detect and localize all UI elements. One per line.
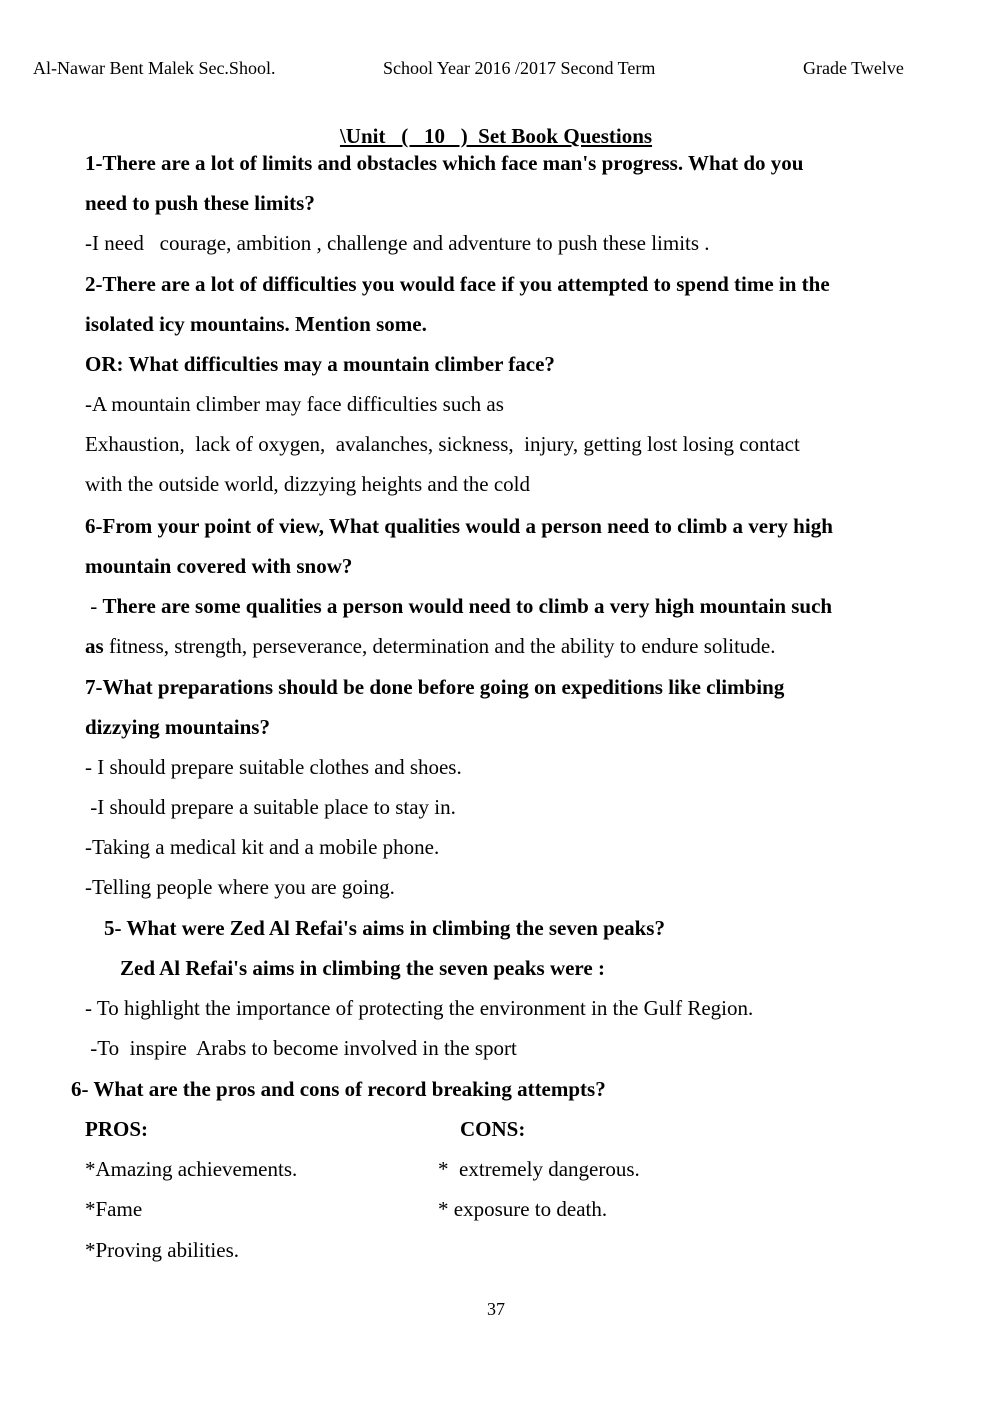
question-1-line-2: need to push these limits? bbox=[85, 191, 315, 215]
pros-item: *Fame bbox=[85, 1197, 143, 1221]
answer-2-line-1: -A mountain climber may face difficulties such as bbox=[85, 392, 504, 416]
answer-7-item-4: -Telling people where you are going. bbox=[85, 875, 395, 899]
answer-5-intro: Zed Al Refai's aims in climbing the seven peaks were : bbox=[120, 956, 605, 980]
question-6-line-1: 6-From your point of view, What qualities would a person need to climb a very high bbox=[85, 514, 833, 538]
header-grade: Grade Twelve bbox=[803, 58, 904, 78]
question-7-line-2: dizzying mountains? bbox=[85, 715, 270, 739]
page-number: 37 bbox=[487, 1299, 505, 1319]
question-6-line-2: mountain covered with snow? bbox=[85, 554, 353, 578]
unit-title: \Unit ( 10 ) Set Book Questions bbox=[339, 124, 653, 148]
question-2-line-1: 2-There are a lot of difficulties you would face if you attempted to spend time in the bbox=[85, 272, 830, 296]
question-1-line-1: 1-There are a lot of limits and obstacles which face man's progress. What do you bbox=[85, 151, 804, 175]
header-school: Al-Nawar Bent Malek Sec.Shool. bbox=[33, 58, 276, 78]
cons-item: * exposure to death. bbox=[438, 1197, 608, 1221]
answer-7-item-1: - I should prepare suitable clothes and shoes. bbox=[85, 755, 462, 779]
answer-5-aim-2: -To inspire Arabs to become involved in the sport bbox=[85, 1036, 517, 1060]
question-6-pros-cons: 6- What are the pros and cons of record breaking attempts? bbox=[71, 1077, 606, 1101]
cons-item: * extremely dangerous. bbox=[438, 1157, 640, 1181]
question-7-line-1: 7-What preparations should be done before going on expeditions like climbing bbox=[85, 675, 785, 699]
answer-7-item-2: -I should prepare a suitable place to stay in. bbox=[85, 795, 456, 819]
question-5: 5- What were Zed Al Refai's aims in climbing the seven peaks? bbox=[104, 916, 665, 940]
answer-6-bold-text: There are some qualities a person would need to climb a very high mountain such bbox=[102, 594, 833, 618]
pros-item: *Amazing achievements. bbox=[85, 1157, 298, 1181]
answer-6-dash: - bbox=[85, 594, 103, 618]
answer-7-item-3: -Taking a medical kit and a mobile phone. bbox=[85, 835, 440, 859]
answer-2-line-3: with the outside world, dizzying heights and the cold bbox=[85, 472, 530, 496]
pros-item: *Proving abilities. bbox=[85, 1238, 239, 1262]
question-2-line-2: isolated icy mountains. Mention some. bbox=[85, 312, 427, 336]
answer-1: -I need courage, ambition , challenge and adventure to push these limits . bbox=[85, 231, 710, 255]
header-school-year: School Year 2016 /2017 Second Term bbox=[383, 58, 656, 78]
answer-6-bold-as: as bbox=[85, 634, 104, 658]
answer-6-qualities: fitness, strength, perseverance, determination and the ability to endure solitude. bbox=[103, 634, 776, 658]
answer-5-aim-1: - To highlight the importance of protecting the environment in the Gulf Region. bbox=[85, 996, 754, 1020]
answer-6-line-2 bbox=[85, 633, 775, 659]
pros-heading: PROS: bbox=[85, 1117, 148, 1141]
answer-2-line-2: Exhaustion, lack of oxygen, avalanches, sickness, injury, getting lost losing contact bbox=[85, 432, 800, 456]
question-2-alternative: OR: What difficulties may a mountain climber face? bbox=[85, 352, 555, 376]
answer-6-line-1 bbox=[85, 593, 832, 619]
cons-heading: CONS: bbox=[460, 1117, 526, 1141]
